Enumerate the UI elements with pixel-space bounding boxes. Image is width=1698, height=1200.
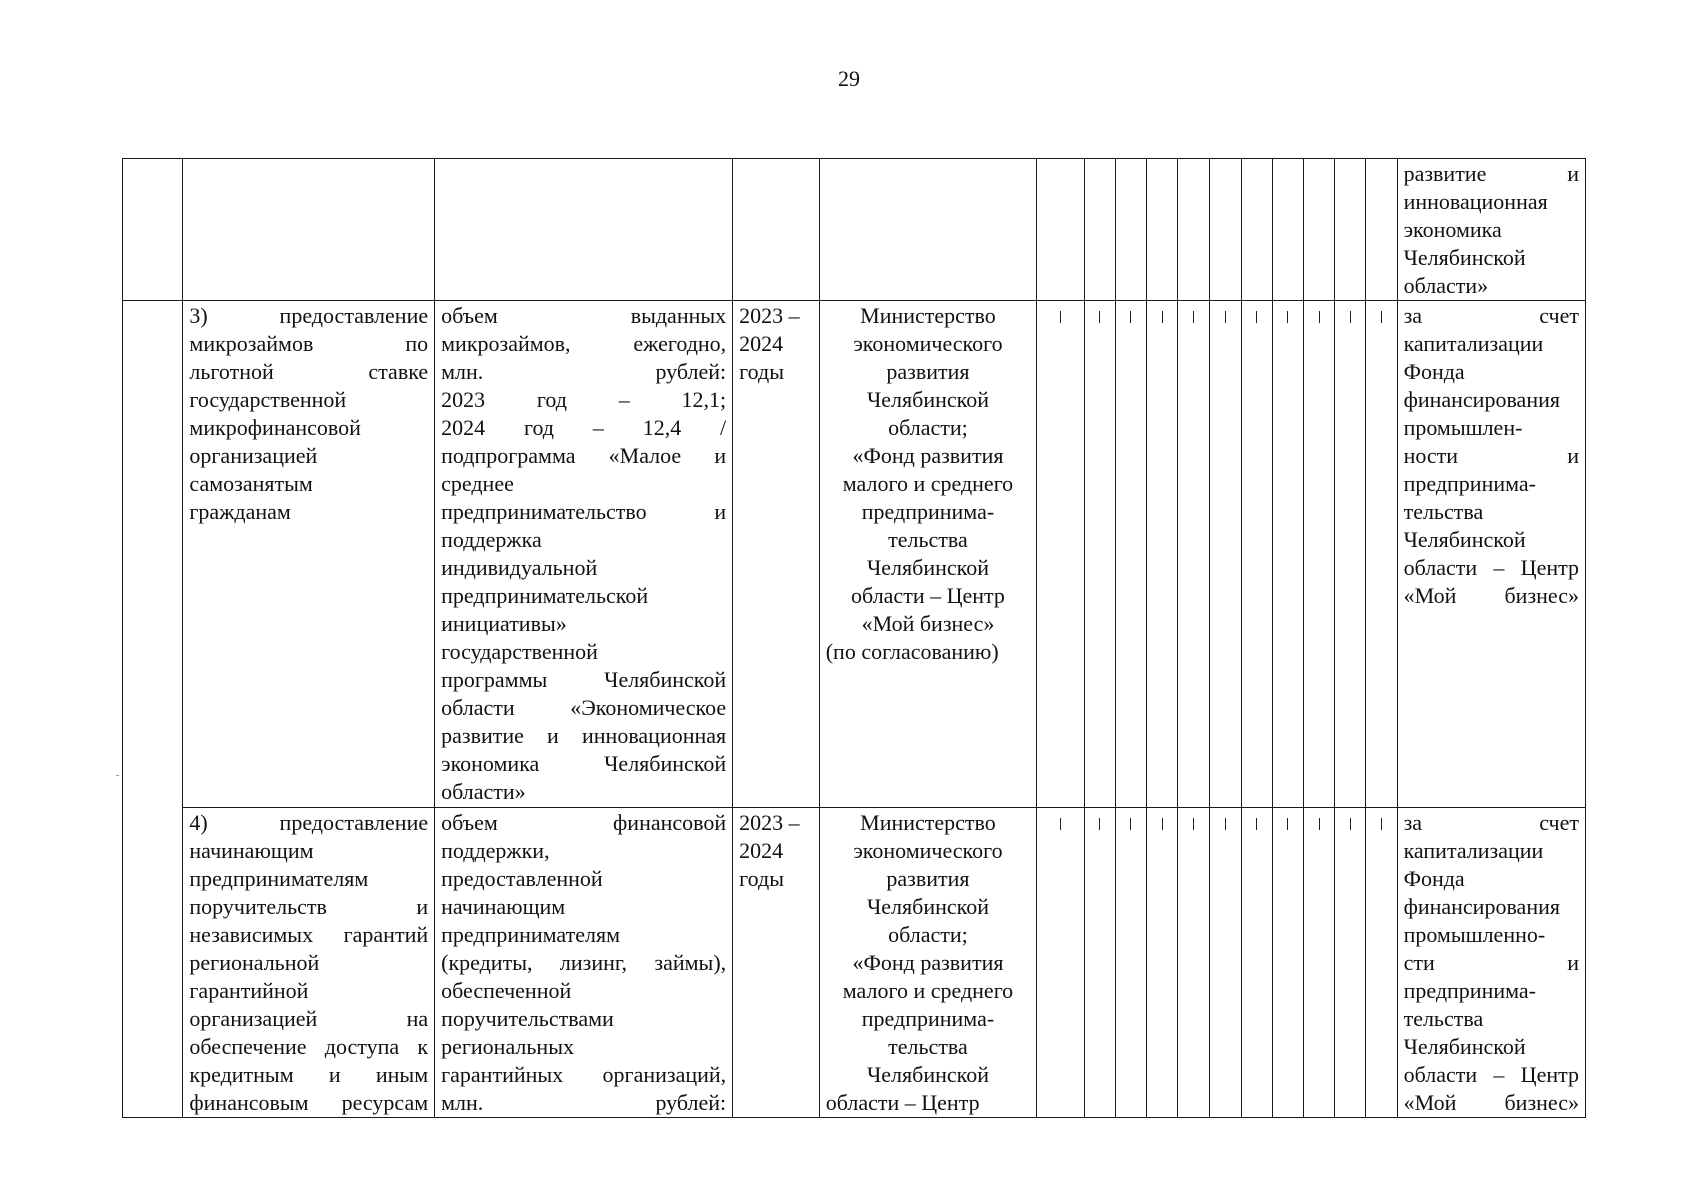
dash-mark: [1319, 311, 1320, 323]
value-cell: [1272, 808, 1303, 1118]
result-cell-line: за счет: [1403, 303, 1579, 328]
value-cell: [1241, 159, 1272, 301]
result-cell-line: Фонда: [1403, 359, 1465, 384]
event-cell-line: государственной: [189, 387, 347, 412]
event-cell-line: финансовым ресурсам: [189, 1090, 429, 1115]
executor-cell: [819, 808, 1036, 1118]
value-cell: [1210, 159, 1241, 301]
indicator-cell-line: обеспеченной: [441, 978, 572, 1003]
executor-cell-line: экономического: [853, 838, 1003, 863]
dash-mark: [1060, 311, 1061, 323]
result-cell: [1397, 301, 1585, 808]
dash-mark: [1162, 818, 1163, 830]
indicator-cell-line: государственной: [441, 639, 598, 664]
dash-mark: [1099, 311, 1100, 323]
value-cell: [1272, 301, 1303, 808]
dash-mark: [1099, 818, 1100, 830]
dash-mark: [1350, 818, 1351, 830]
result-cell-line: капитализации: [1403, 331, 1544, 356]
table-row: [123, 159, 1586, 301]
value-cell: [1241, 808, 1272, 1118]
indicator-cell-line: программы Челябинской: [441, 667, 727, 692]
dash-mark: [1060, 818, 1061, 830]
executor-cell-line: тельства: [888, 527, 968, 552]
value-cell: [1366, 301, 1397, 808]
indicator-cell-line: предпринимательство и: [441, 499, 727, 524]
executor-cell-line: Челябинской: [866, 555, 989, 580]
indicator-cell-line: 2024 год – 12,4 /: [441, 415, 727, 440]
number-cell: [123, 159, 183, 301]
value-cell: [1178, 301, 1210, 808]
executor-cell-line: экономического: [853, 331, 1003, 356]
indicator-cell-line: региональных: [441, 1034, 574, 1059]
executor-cell-line: малого и среднего: [842, 471, 1014, 496]
scan-speck: [116, 775, 119, 776]
value-cell: [1037, 159, 1084, 301]
indicator-cell-line: 2023 год – 12,1;: [441, 387, 727, 412]
indicator-cell: [435, 301, 733, 808]
event-cell-line: организацией: [189, 443, 318, 468]
result-cell-line: Челябинской: [1403, 527, 1526, 552]
indicator-cell-line: экономика Челябинской: [441, 751, 727, 776]
period-cell-line: годы: [739, 359, 784, 384]
result-cell-line: экономика: [1403, 217, 1502, 242]
result-cell-line: области – Центр: [1403, 555, 1579, 580]
dash-mark: [1162, 311, 1163, 323]
event-cell-line: организацией на: [189, 1006, 429, 1031]
value-cell: [1241, 301, 1272, 808]
value-cell: [1178, 159, 1210, 301]
dash-mark: [1225, 818, 1226, 830]
result-cell-line: промышленно-: [1403, 922, 1546, 947]
indicator-cell-line: предпринимательской: [441, 583, 649, 608]
dash-mark: [1130, 311, 1131, 323]
indicator-cell-line: инициативы»: [441, 611, 567, 636]
period-cell-line: 2023 –: [739, 810, 800, 835]
event-cell-line: поручительств и: [189, 894, 429, 919]
indicator-cell-line: среднее: [441, 471, 514, 496]
value-cell: [1335, 808, 1366, 1118]
value-cell: [1037, 808, 1084, 1118]
indicator-cell-line: области «Экономическое: [441, 695, 727, 720]
value-cell: [1084, 159, 1115, 301]
indicator-cell-line: млн. рублей:: [441, 359, 727, 384]
executor-cell-line: развития: [886, 866, 970, 891]
executor-cell-line: развития: [886, 359, 970, 384]
event-cell-line: льготной ставке: [189, 359, 429, 384]
event-cell-line: кредитным и иным: [189, 1062, 429, 1087]
executor-cell-line: «Фонд развития: [852, 443, 1004, 468]
event-cell-line: самозанятым: [189, 471, 313, 496]
event-cell: [183, 808, 435, 1118]
period-cell: [733, 159, 820, 301]
indicator-cell-line: предоставленной: [441, 866, 603, 891]
executor-cell-line: области – Центр: [825, 1090, 980, 1115]
value-cell: [1335, 159, 1366, 301]
result-cell-line: предпринима-: [1403, 978, 1536, 1003]
dash-mark: [1225, 311, 1226, 323]
dash-mark: [1381, 311, 1382, 323]
indicator-cell-line: предпринимателям: [441, 922, 621, 947]
executor-cell-line: Министерство: [860, 810, 996, 835]
value-cell: [1210, 808, 1241, 1118]
result-cell: [1397, 808, 1585, 1118]
event-cell: [183, 159, 435, 301]
event-cell-line: 3) предоставление: [189, 303, 429, 328]
dash-mark: [1130, 818, 1131, 830]
event-cell-line: начинающим: [189, 838, 314, 863]
indicator-cell-line: поддержка: [441, 527, 542, 552]
dash-mark: [1193, 311, 1194, 323]
result-cell-line: инновационная: [1403, 189, 1548, 214]
period-cell-line: 2024: [739, 331, 784, 356]
indicator-cell-line: объем финансовой: [441, 810, 727, 835]
value-cell: [1303, 159, 1334, 301]
executor-cell-line: Челябинской: [866, 387, 989, 412]
dash-mark: [1256, 311, 1257, 323]
indicator-cell-line: объем выданных: [441, 303, 727, 328]
value-cell: [1146, 808, 1177, 1118]
dash-mark: [1256, 818, 1257, 830]
indicator-cell-line: поддержки,: [441, 838, 550, 863]
result-cell-line: сти и: [1403, 950, 1579, 975]
value-cell: [1366, 159, 1397, 301]
result-cell-line: финансирования: [1403, 387, 1560, 412]
event-cell-line: региональной: [189, 950, 320, 975]
value-cell: [1178, 808, 1210, 1118]
value-cell: [1115, 301, 1146, 808]
indicator-cell-line: индивидуальной: [441, 555, 598, 580]
event-cell-line: 4) предоставление: [189, 810, 429, 835]
executor-cell-line: предпринима-: [861, 499, 995, 524]
event-cell: [183, 301, 435, 808]
dash-mark: [1319, 818, 1320, 830]
period-cell: [733, 301, 820, 808]
event-cell-line: микрозаймов по: [189, 331, 429, 356]
event-cell-line: гражданам: [189, 499, 291, 524]
value-cell: [1303, 808, 1334, 1118]
executor-cell: [819, 301, 1036, 808]
result-cell-line: ности и: [1403, 443, 1579, 468]
plan-table: [122, 158, 1586, 1118]
executor-cell-line: области;: [888, 922, 968, 947]
executor-cell-line: Челябинской: [866, 1062, 989, 1087]
indicator-cell-line: млн. рублей:: [441, 1090, 727, 1115]
indicator-cell-line: подпрограмма «Малое и: [441, 443, 727, 468]
executor-cell-line: малого и среднего: [842, 978, 1014, 1003]
result-cell-line: за счет: [1403, 810, 1579, 835]
value-cell: [1272, 159, 1303, 301]
result-cell-line: «Мой бизнес»: [1403, 583, 1579, 608]
value-cell: [1146, 159, 1177, 301]
value-cell: [1335, 301, 1366, 808]
indicator-cell: [435, 159, 733, 301]
executor-cell-line: Челябинской: [866, 894, 989, 919]
executor-cell-line: области;: [888, 415, 968, 440]
executor-cell-line: (по согласованию): [825, 639, 999, 664]
value-cell: [1084, 301, 1115, 808]
indicator-cell-line: поручительствами: [441, 1006, 614, 1031]
dash-mark: [1287, 311, 1288, 323]
result-cell-line: тельства: [1403, 499, 1484, 524]
indicator-cell: [435, 808, 733, 1118]
period-cell-line: годы: [739, 866, 784, 891]
result-cell-line: капитализации: [1403, 838, 1544, 863]
executor-cell-line: Министерство: [860, 303, 996, 328]
result-cell-line: промышлен-: [1403, 415, 1523, 440]
result-cell-line: Фонда: [1403, 866, 1465, 891]
executor-cell: [819, 159, 1036, 301]
value-cell: [1115, 808, 1146, 1118]
value-cell: [1037, 301, 1084, 808]
result-cell-line: Челябинской: [1403, 1034, 1526, 1059]
dash-mark: [1287, 818, 1288, 830]
event-cell-line: обеспечение доступа к: [189, 1034, 429, 1059]
dash-mark: [1381, 818, 1382, 830]
table-row: [123, 301, 1586, 808]
executor-cell-line: предпринима-: [861, 1006, 995, 1031]
result-cell: [1397, 159, 1585, 301]
page-number: 29: [838, 66, 860, 91]
indicator-cell-line: начинающим: [441, 894, 566, 919]
number-cell: [123, 301, 183, 1118]
value-cell: [1210, 301, 1241, 808]
result-cell-line: финансирования: [1403, 894, 1560, 919]
dash-mark: [1193, 818, 1194, 830]
executor-cell-line: «Фонд развития: [852, 950, 1004, 975]
event-cell-line: независимых гарантий: [189, 922, 429, 947]
value-cell: [1084, 808, 1115, 1118]
executor-cell-line: «Мой бизнес»: [861, 611, 995, 636]
indicator-cell-line: развитие и инновационная: [441, 723, 727, 748]
period-cell-line: 2023 –: [739, 303, 800, 328]
dash-mark: [1350, 311, 1351, 323]
result-cell-line: тельства: [1403, 1006, 1484, 1031]
result-cell-line: «Мой бизнес»: [1403, 1090, 1579, 1115]
indicator-cell-line: (кредиты, лизинг, займы),: [441, 950, 727, 975]
executor-cell-line: области – Центр: [851, 583, 1005, 608]
value-cell: [1366, 808, 1397, 1118]
result-cell-line: развитие и: [1403, 161, 1579, 186]
event-cell-line: микрофинансовой: [189, 415, 361, 440]
period-cell-line: 2024: [739, 838, 784, 863]
result-cell-line: предпринима-: [1403, 471, 1536, 496]
result-cell-line: области»: [1403, 273, 1489, 298]
value-cell: [1303, 301, 1334, 808]
value-cell: [1146, 301, 1177, 808]
indicator-cell-line: гарантийных организаций,: [441, 1062, 727, 1087]
indicator-cell-line: микрозаймов, ежегодно,: [441, 331, 727, 356]
event-cell-line: гарантийной: [189, 978, 309, 1003]
result-cell-line: области – Центр: [1403, 1062, 1579, 1087]
result-cell-line: Челябинской: [1403, 245, 1526, 270]
period-cell: [733, 808, 820, 1118]
executor-cell-line: тельства: [888, 1034, 968, 1059]
value-cell: [1115, 159, 1146, 301]
indicator-cell-line: области»: [441, 779, 526, 804]
event-cell-line: предпринимателям: [189, 866, 369, 891]
table-row: [123, 808, 1586, 1118]
